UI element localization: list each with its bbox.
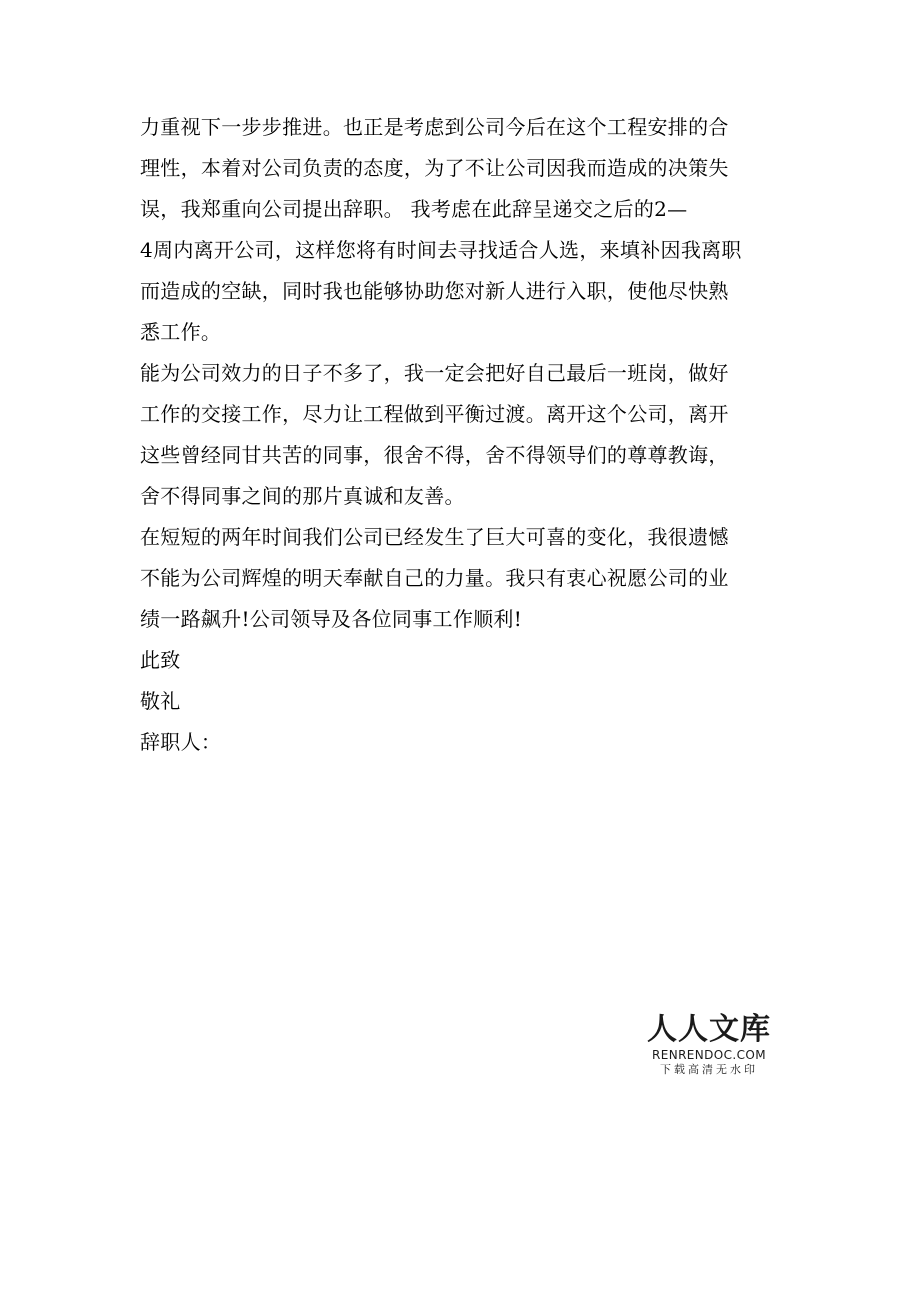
text-line: 工作的交接工作，尽力让工程做到平衡过渡。离开这个公司，离开 — [140, 402, 729, 426]
closing-regards: 敬礼 — [140, 689, 181, 713]
text-line: 理性，本着对公司负责的态度，为了不让公司因我而造成的决策失 — [140, 156, 729, 180]
text-line: 而造成的空缺，同时我也能够协助您对新人进行入职，使他尽快熟 — [140, 279, 729, 303]
text-line: 悉工作。 — [140, 320, 222, 344]
closing-salutation: 此致 — [140, 648, 181, 672]
text-line: 误，我郑重向公司提出辞职。 我考虑在此辞呈递交之后的2— — [140, 197, 688, 221]
watermark-domain: RENRENDOC.COM — [651, 1048, 767, 1062]
text-line: 在短短的两年时间我们公司已经发生了巨大可喜的变化，我很遗憾 — [140, 525, 729, 549]
watermark-title: 人人文库 — [647, 1012, 771, 1047]
text-line: 绩一路飙升!公司领导及各位同事工作顺利! — [140, 607, 523, 631]
watermark-tagline: 下载高清无水印 — [660, 1063, 758, 1076]
text-line: 这些曾经同甘共苦的同事，很舍不得，舍不得领导们的尊尊教诲， — [140, 443, 729, 467]
document-body — [140, 107, 790, 763]
signature-label: 辞职人： — [140, 730, 222, 754]
text-line: 不能为公司辉煌的明天奉献自己的力量。我只有衷心祝愿公司的业 — [140, 566, 729, 590]
text-line: 舍不得同事之间的那片真诚和友善。 — [140, 484, 465, 508]
watermark-logo — [646, 1013, 772, 1077]
text-line: 力重视下一步步推进。也正是考虑到公司今后在这个工程安排的合 — [140, 115, 729, 139]
text-line: 能为公司效力的日子不多了，我一定会把好自己最后一班岗，做好 — [140, 361, 729, 385]
text-line: 4周内离开公司，这样您将有时间去寻找适合人选，来填补因我离职 — [140, 238, 742, 262]
